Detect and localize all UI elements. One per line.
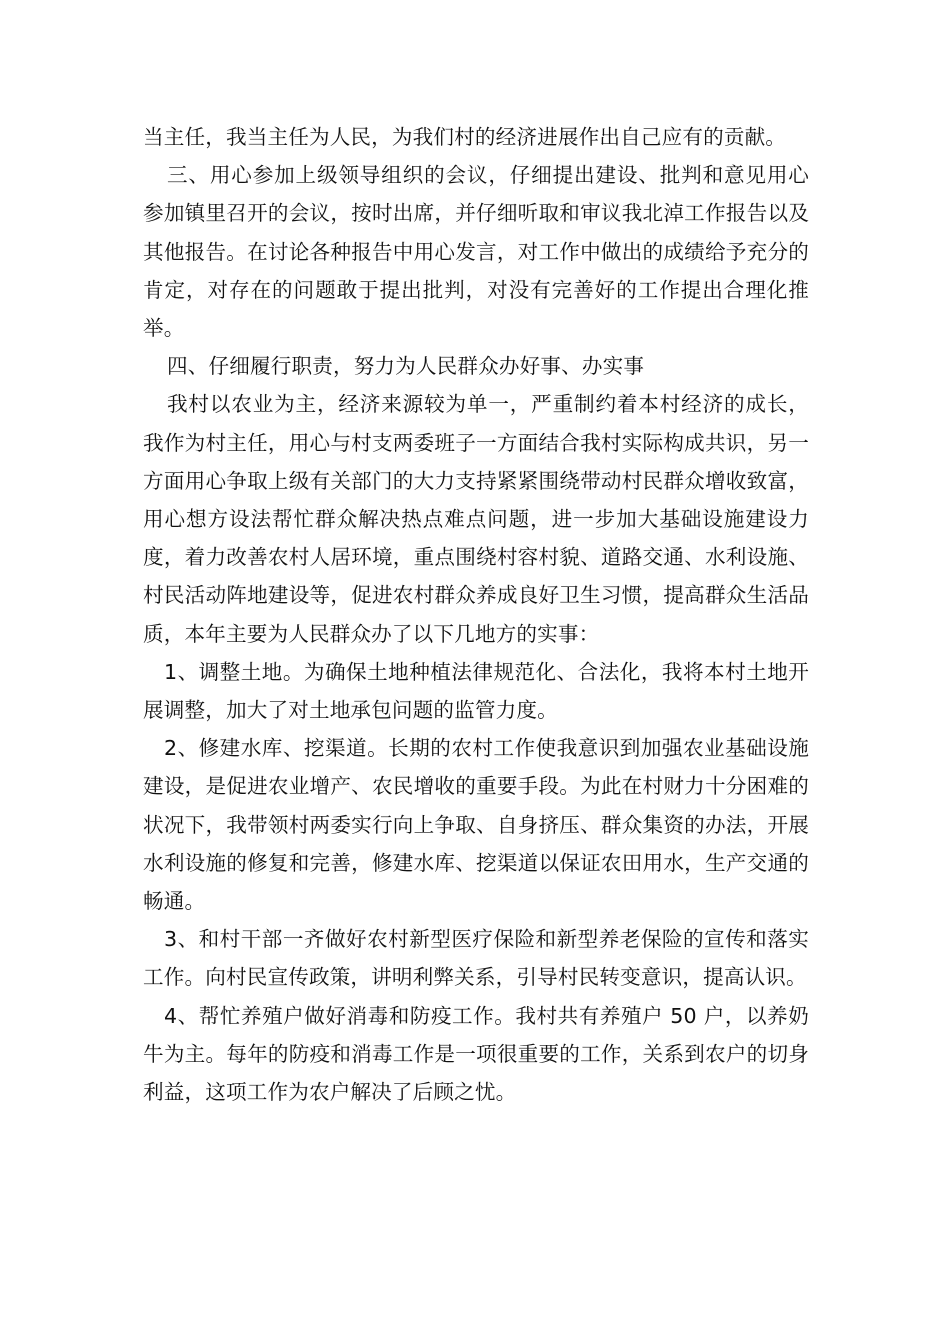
section-heading-four: 四、仔细履行职责，努力为人民群众办好事、办实事 — [167, 354, 645, 379]
paragraph-section-three: 三、用心参加上级领导组织的会议，仔细提出建设、批判和意见用心参加镇里召开的会议，按时出席，并仔细听取和审议我北淖工作报告以及其他报告。在讨论各种报告中用心发言，对工作中做出的成绩给予充分的肯定，对存在的问题敢于提出批判，对没有完善好的工作提出合理化推举。 — [143, 163, 809, 341]
paragraph-continuation: 当主任，我当主任为人民，为我们村的经济进展作出自己应有的贡献。 — [143, 125, 787, 149]
list-item-insurance: 3、和村干部一齐做好农村新型医疗保险和新型养老保险的宣传和落实工作。向村民宣传政策，讲明利弊关系，引导村民转变意识，提高认识。 — [143, 927, 809, 990]
list-item-reservoir: 2、修建水库、挖渠道。长期的农村工作使我意识到加强农业基础设施建设，是促进农业增产、农民增收的重要手段。为此在村财力十分困难的状况下，我带领村两委实行向上争取、自身挤压、群众集资的办法，开展水利设施的修复和完善，修建水库、挖渠道以保证农田用水，生产交通的畅通。 — [143, 736, 809, 914]
document-body — [143, 118, 809, 1111]
paragraph-village-overview: 我村以农业为主，经济来源较为单一，严重制约着本村经济的成长，我作为村主任，用心与村支两委班子一方面结合我村实际构成共识，另一方面用心争取上级有关部门的大力支持紧紧围绕带动村民群众增收致富，用心想方设法帮忙群众解决热点难点问题，进一步加大基础设施建设力度，着力改善农村人居环境，重点围绕村容村貌、道路交通、水利设施、村民活动阵地建设等，促进农村群众养成良好卫生习惯，提高群众生活品质，本年主要为人民群众办了以下几地方的实事： — [143, 392, 809, 646]
list-item-land-adjustment: 1、调整土地。为确保土地种植法律规范化、合法化，我将本村土地开展调整，加大了对土地承包问题的监管力度。 — [143, 659, 809, 723]
list-item-disinfection: 4、帮忙养殖户做好消毒和防疫工作。我村共有养殖户 50 户，以养奶牛为主。每年的防疫和消毒工作是一项很重要的工作，关系到农户的切身利益，这项工作为农户解决了后顾之忧。 — [143, 1003, 809, 1105]
